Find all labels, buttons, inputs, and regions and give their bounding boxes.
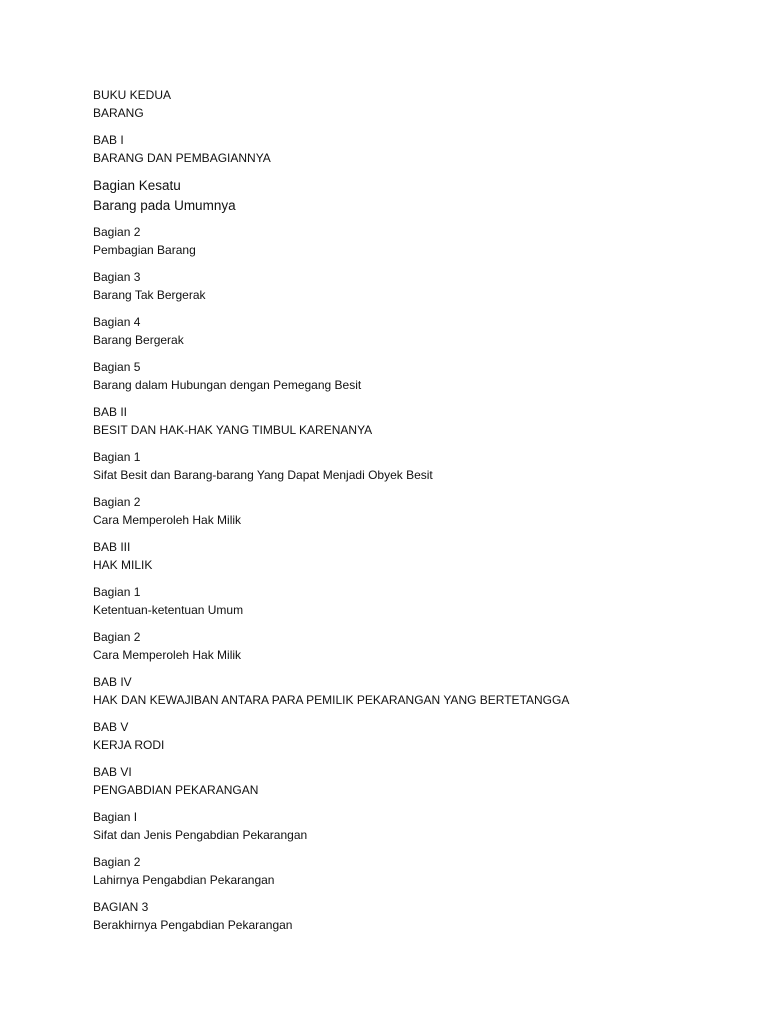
heading-title: HAK DAN KEWAJIBAN ANTARA PARA PEMILIK PEKARANGAN YANG BERTETANGGA xyxy=(93,693,570,707)
heading-label: BUKU KEDUA xyxy=(93,88,172,102)
heading-label: BAGIAN 3 xyxy=(93,900,149,914)
document-page xyxy=(93,86,733,943)
heading-block xyxy=(93,898,733,934)
heading-title: KERJA RODI xyxy=(93,738,165,752)
heading-block xyxy=(93,268,733,304)
heading-block xyxy=(93,808,733,844)
heading-label: BAB IV xyxy=(93,675,132,689)
heading-label: Bagian 2 xyxy=(93,225,141,239)
heading-label: BAB III xyxy=(93,540,131,554)
heading-block xyxy=(93,538,733,574)
heading-title: HAK MILIK xyxy=(93,558,153,572)
heading-block xyxy=(93,223,733,259)
heading-label: Bagian 2 xyxy=(93,855,141,869)
heading-block xyxy=(93,176,733,215)
heading-title: Sifat dan Jenis Pengabdian Pekarangan xyxy=(93,828,308,842)
heading-label: BAB V xyxy=(93,720,129,734)
heading-label: Bagian 1 xyxy=(93,450,141,464)
heading-title: Berakhirnya Pengabdian Pekarangan xyxy=(93,918,293,932)
heading-title: Barang Tak Bergerak xyxy=(93,288,206,302)
heading-title: Ketentuan-ketentuan Umum xyxy=(93,603,244,617)
heading-label: Bagian I xyxy=(93,810,138,824)
heading-label: Bagian 1 xyxy=(93,585,141,599)
heading-block xyxy=(93,403,733,439)
heading-title: Barang dalam Hubungan dengan Pemegang Besit xyxy=(93,378,362,392)
heading-label: Bagian 2 xyxy=(93,630,141,644)
heading-title: Lahirnya Pengabdian Pekarangan xyxy=(93,873,275,887)
heading-block xyxy=(93,763,733,799)
heading-title: BESIT DAN HAK-HAK YANG TIMBUL KARENANYA xyxy=(93,423,373,437)
heading-title: BARANG DAN PEMBAGIANNYA xyxy=(93,151,271,165)
heading-title: BARANG xyxy=(93,106,144,120)
heading-block xyxy=(93,628,733,664)
heading-title: Cara Memperoleh Hak Milik xyxy=(93,648,242,662)
heading-title: Sifat Besit dan Barang-barang Yang Dapat Menjadi Obyek Besit xyxy=(93,468,433,482)
heading-label: Bagian 5 xyxy=(93,360,141,374)
heading-block xyxy=(93,853,733,889)
heading-block xyxy=(93,718,733,754)
heading-block xyxy=(93,448,733,484)
heading-label: BAB I xyxy=(93,133,124,147)
heading-label: BAB II xyxy=(93,405,128,419)
heading-block xyxy=(93,313,733,349)
heading-block xyxy=(93,86,733,122)
heading-label: Bagian Kesatu xyxy=(93,178,181,193)
heading-title: Barang pada Umumnya xyxy=(93,197,236,213)
heading-label: BAB VI xyxy=(93,765,132,779)
heading-block xyxy=(93,358,733,394)
heading-label: Bagian 3 xyxy=(93,270,141,284)
heading-title: PENGABDIAN PEKARANGAN xyxy=(93,783,259,797)
heading-title: Barang Bergerak xyxy=(93,333,184,347)
heading-title: Pembagian Barang xyxy=(93,243,196,257)
heading-block xyxy=(93,583,733,619)
heading-block xyxy=(93,673,733,709)
heading-label: Bagian 4 xyxy=(93,315,141,329)
heading-title: Cara Memperoleh Hak Milik xyxy=(93,513,242,527)
heading-label: Bagian 2 xyxy=(93,495,141,509)
heading-block xyxy=(93,493,733,529)
heading-block xyxy=(93,131,733,167)
